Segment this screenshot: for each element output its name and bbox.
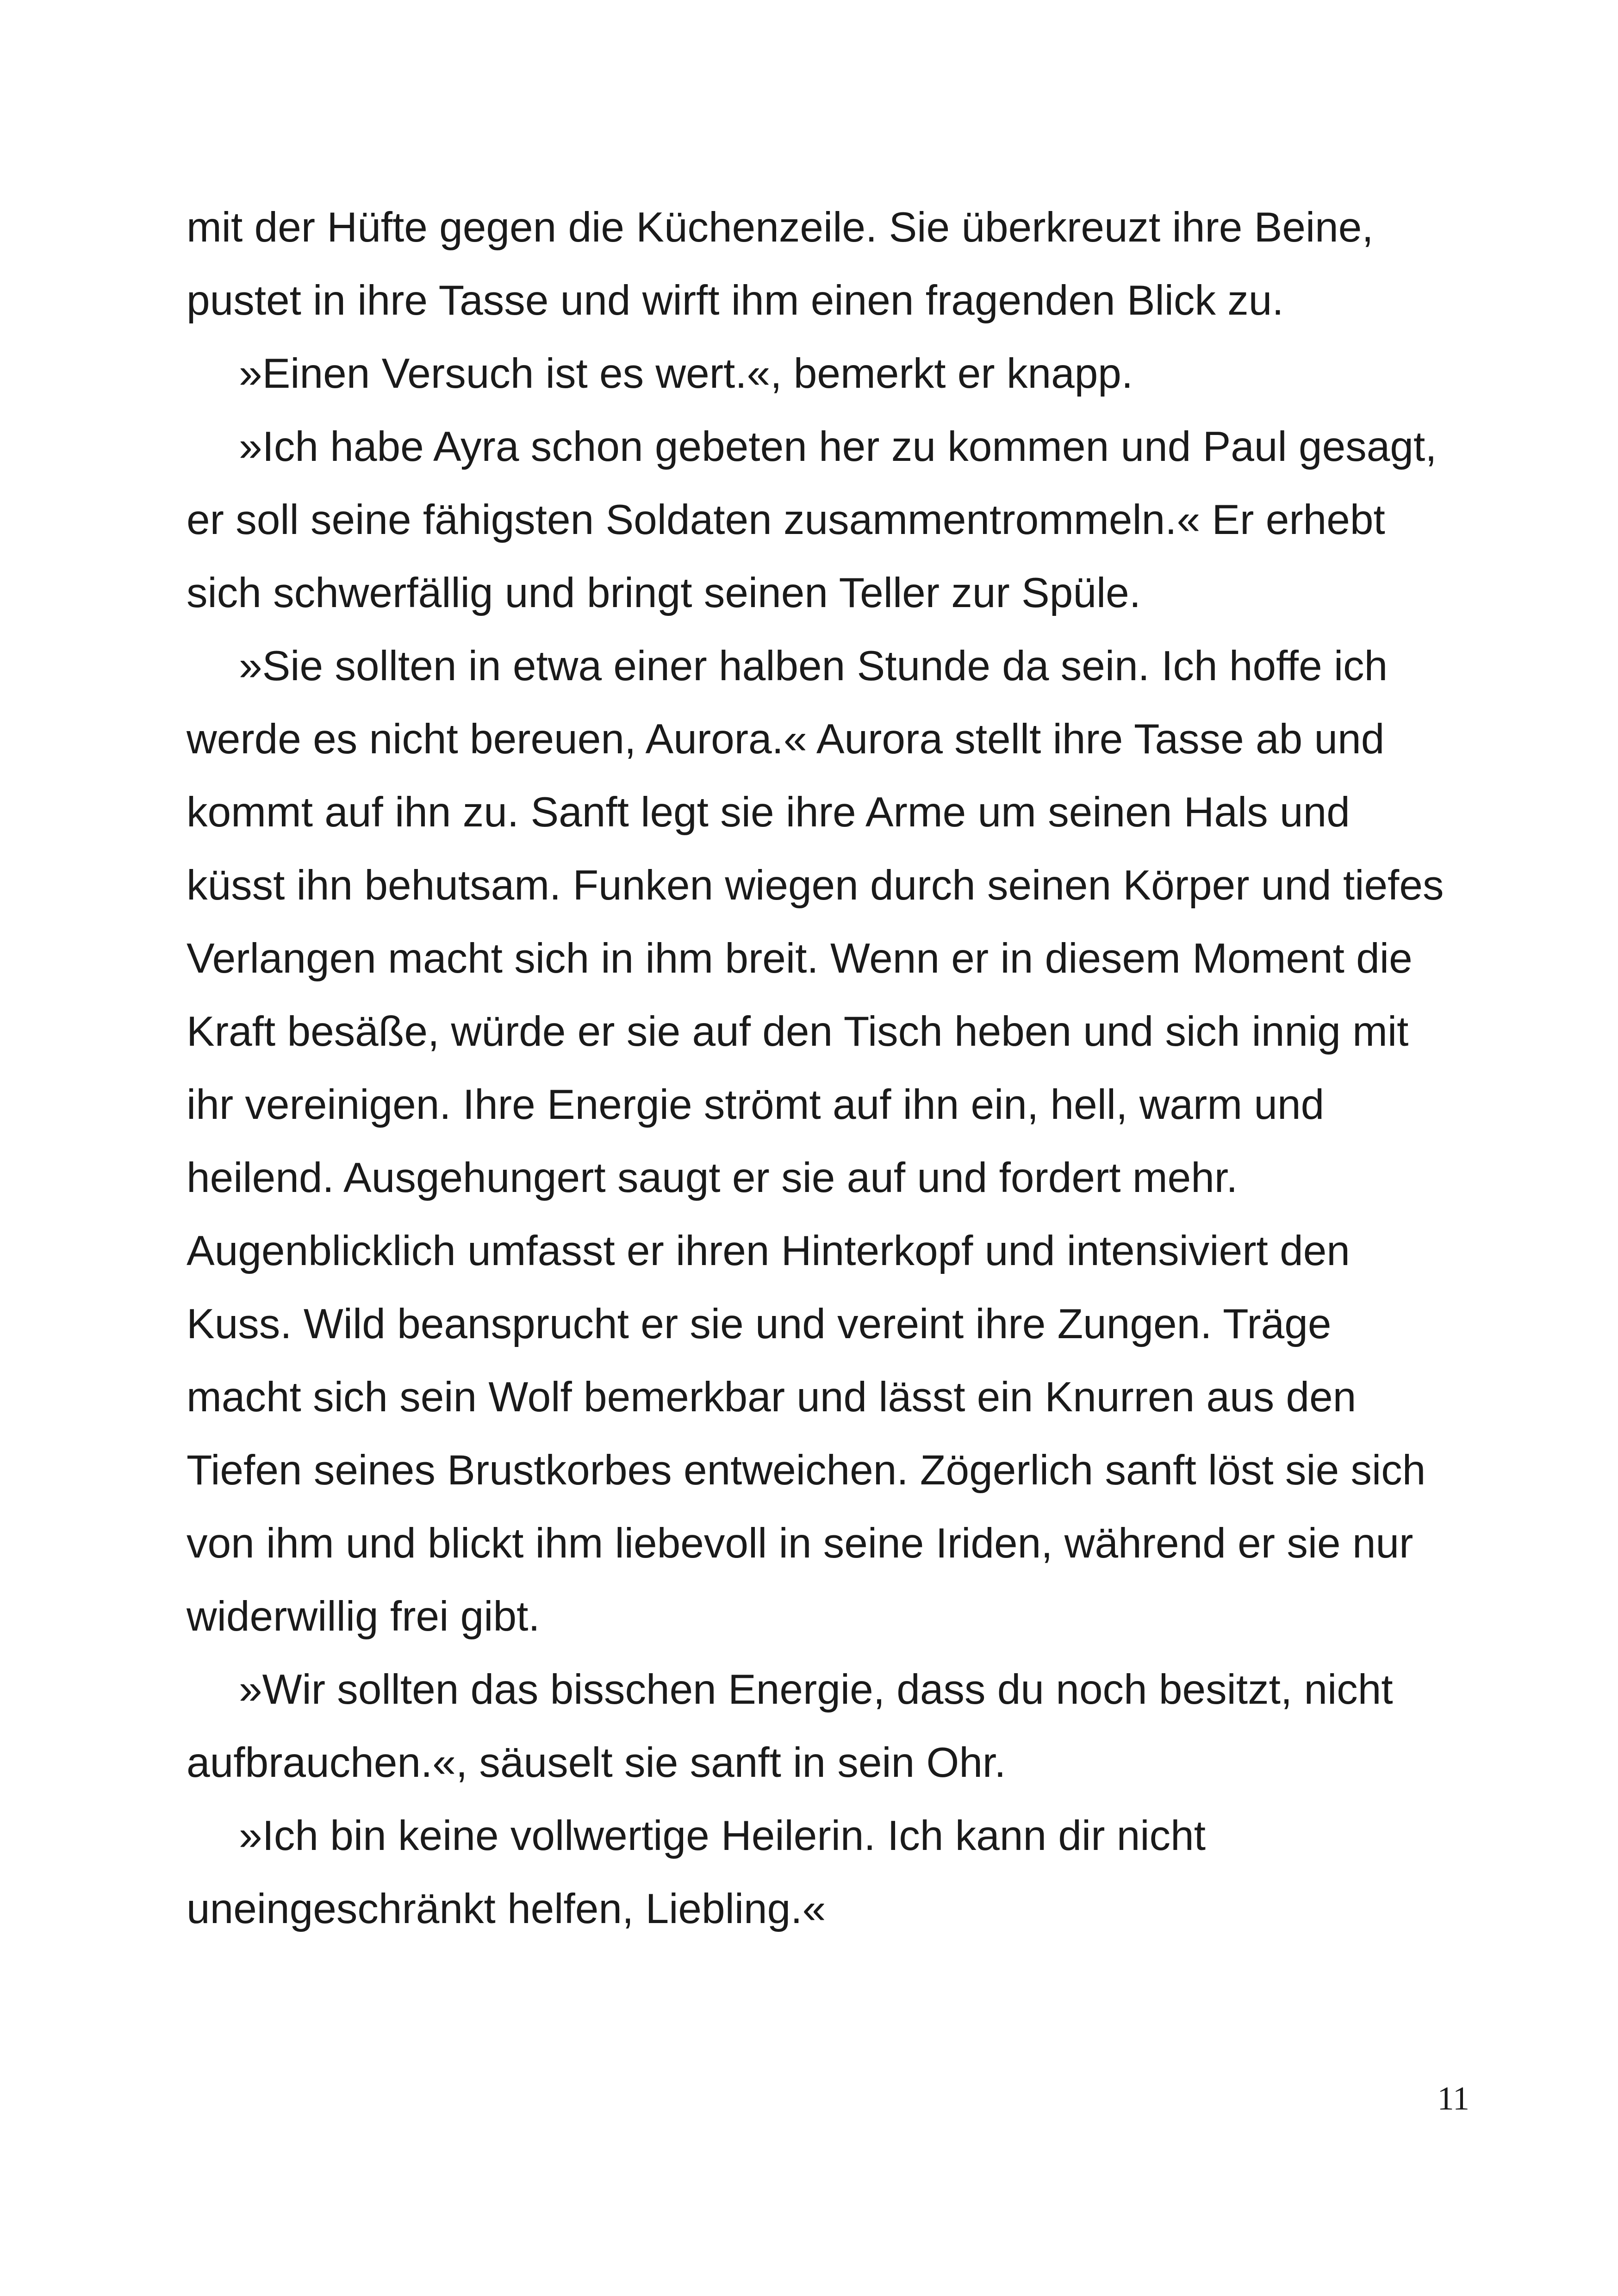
text-line: Augenblicklich umfasst er ihren Hinterkopf und intensiviert den	[187, 1228, 1350, 1274]
body-text	[187, 191, 1459, 1946]
text-line: macht sich sein Wolf bemerkbar und lässt ein Knurren aus den	[187, 1374, 1357, 1421]
page-number: 11	[1437, 2080, 1469, 2117]
text-line: aufbrauchen.«, säuselt sie sanft in sein Ohr.	[187, 1739, 1006, 1786]
text-line: werde es nicht bereuen, Aurora.« Aurora stellt ihre Tasse ab und	[187, 716, 1385, 763]
text-line: uneingeschränkt helfen, Liebling.«	[187, 1886, 826, 1932]
text-line: sich schwerfällig und bringt seinen Teller zur Spüle.	[187, 570, 1141, 616]
text-line: »Einen Versuch ist es wert.«, bemerkt er knapp.	[239, 350, 1133, 397]
text-line: von ihm und blickt ihm liebevoll in seine Iriden, während er sie nur	[187, 1520, 1413, 1567]
text-line: kommt auf ihn zu. Sanft legt sie ihre Arme um seinen Hals und	[187, 789, 1350, 836]
text-line: ihr vereinigen. Ihre Energie strömt auf ihn ein, hell, warm und	[187, 1081, 1325, 1128]
text-line: Kuss. Wild beansprucht er sie und vereint ihre Zungen. Träge	[187, 1301, 1332, 1347]
text-line: er soll seine fähigsten Soldaten zusammentrommeln.« Er erhebt	[187, 496, 1385, 543]
text-line: Kraft besäße, würde er sie auf den Tisch heben und sich innig mit	[187, 1008, 1409, 1055]
text-line: »Wir sollten das bisschen Energie, dass du noch besitzt, nicht	[239, 1666, 1393, 1713]
text-line: Verlangen macht sich in ihm breit. Wenn er in diesem Moment die	[187, 935, 1413, 982]
text-line: heilend. Ausgehungert saugt er sie auf und fordert mehr.	[187, 1154, 1238, 1201]
text-line: »Ich habe Ayra schon gebeten her zu kommen und Paul gesagt,	[239, 423, 1437, 470]
text-line: pustet in ihre Tasse und wirft ihm einen fragenden Blick zu.	[187, 277, 1284, 324]
text-line: »Sie sollten in etwa einer halben Stunde da sein. Ich hoffe ich	[239, 643, 1388, 689]
text-line: Tiefen seines Brustkorbes entweichen. Zögerlich sanft löst sie sich	[187, 1447, 1426, 1494]
text-line: widerwillig frei gibt.	[187, 1593, 540, 1640]
text-line: mit der Hüfte gegen die Küchenzeile. Sie überkreuzt ihre Beine,	[187, 204, 1374, 251]
text-line: »Ich bin keine vollwertige Heilerin. Ich kann dir nicht	[239, 1812, 1206, 1859]
text-line: küsst ihn behutsam. Funken wiegen durch seinen Körper und tiefes	[187, 862, 1444, 909]
